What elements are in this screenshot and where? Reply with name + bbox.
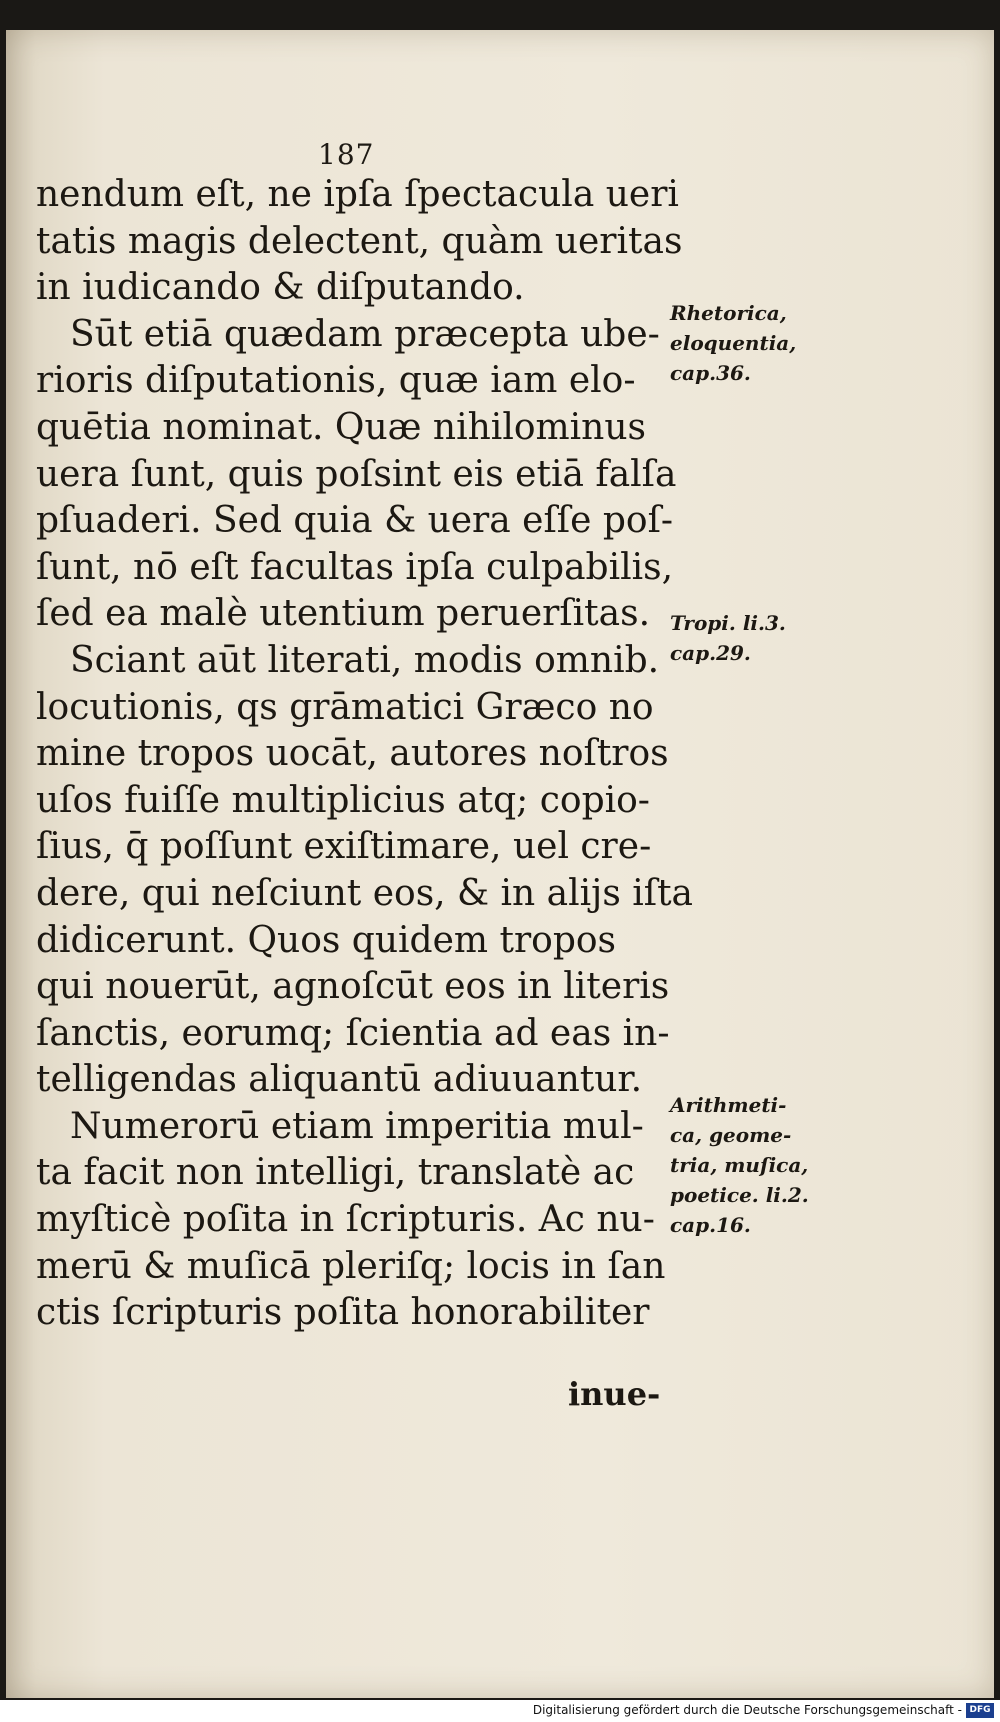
text-line: ſius, q̄ poſſunt exiſtimare, uel cre- [36,826,652,868]
text-line: pſuaderi. Sed quia & uera eſſe poſ- [36,500,674,542]
text-line: ta facit non intelligi, translatè ac [36,1152,635,1194]
margin-note-line: tria, muſica, [670,1153,809,1177]
text-line: uera ſunt, quis poſsint eis etiā falſa [36,453,677,495]
text-line: didicerunt. Quos quidem tropos [36,919,617,961]
text-line: quētia nominat. Quæ nihilominus [36,406,646,448]
text-line: merū & muſicā pleriſq; locis in ſan [36,1245,666,1287]
text-line: mine tropos uocāt, autores noſtros [36,733,669,775]
margin-note-line: poetice. li.2. [670,1183,809,1207]
text-line: locutionis, qs grāmatici Græco no [36,686,654,728]
main-text-block [36,172,694,1337]
text-line: telligendas aliquantū adiuuantur. [36,1059,643,1101]
margin-note-tropi [670,608,840,668]
text-line: Numerorū etiam imperitia mul- [70,1105,644,1147]
text-line: myſticè poſita in ſcripturis. Ac nu- [36,1199,655,1241]
text-line: ſed ea malè utentium peruerſitas. [36,593,651,635]
margin-note-rhetorica [670,298,840,388]
text-line: dere, qui neſciunt eos, & in alijs iſta [36,872,694,914]
page-number: 187 [318,138,375,171]
margin-note-line: Arithmeti- [670,1093,787,1117]
text-line: Sūt etiā quædam præcepta ube- [70,313,660,355]
text-line: ctis ſcripturis poſita honorabiliter [36,1292,650,1334]
margin-note-arithmetica [670,1090,840,1240]
text-line: ſanctis, eorumq; ſcientia ad eas in- [36,1012,670,1054]
footer-bar [0,1700,1000,1722]
funding-credit: Digitalisierung gefördert durch die Deutsche Forschungsgemeinschaft - [532,1703,962,1717]
text-line: Sciant aūt literati, modis omnib. [70,639,660,681]
text-line: nendum eſt, ne ipſa ſpectacula ueri [36,174,679,215]
text-line: in iudicando & diſputando. [36,267,525,309]
book-page [6,30,994,1698]
margin-note-line: ca, geome- [670,1123,792,1147]
text-line: rioris diſputationis, quæ iam elo- [36,360,636,402]
margin-note-line: cap.29. [670,641,751,665]
margin-note-line: cap.16. [670,1213,751,1237]
text-line: uſos fuiſſe multiplicius atq; copio- [36,779,650,821]
text-line: tatis magis delectent, quàm ueritas [36,220,683,262]
text-line: qui nouerūt, agnoſcūt eos in literis [36,966,670,1008]
margin-note-line: Rhetorica, [670,301,787,325]
margin-note-line: Tropi. li.3. [670,611,786,635]
catchword: inue- [568,1375,661,1413]
margin-note-line: eloquentia, [670,331,797,355]
text-line: ſunt, nō eſt facultas ipſa culpabilis, [36,546,674,588]
margin-note-line: cap.36. [670,361,751,385]
dfg-logo: DFG [966,1703,994,1718]
